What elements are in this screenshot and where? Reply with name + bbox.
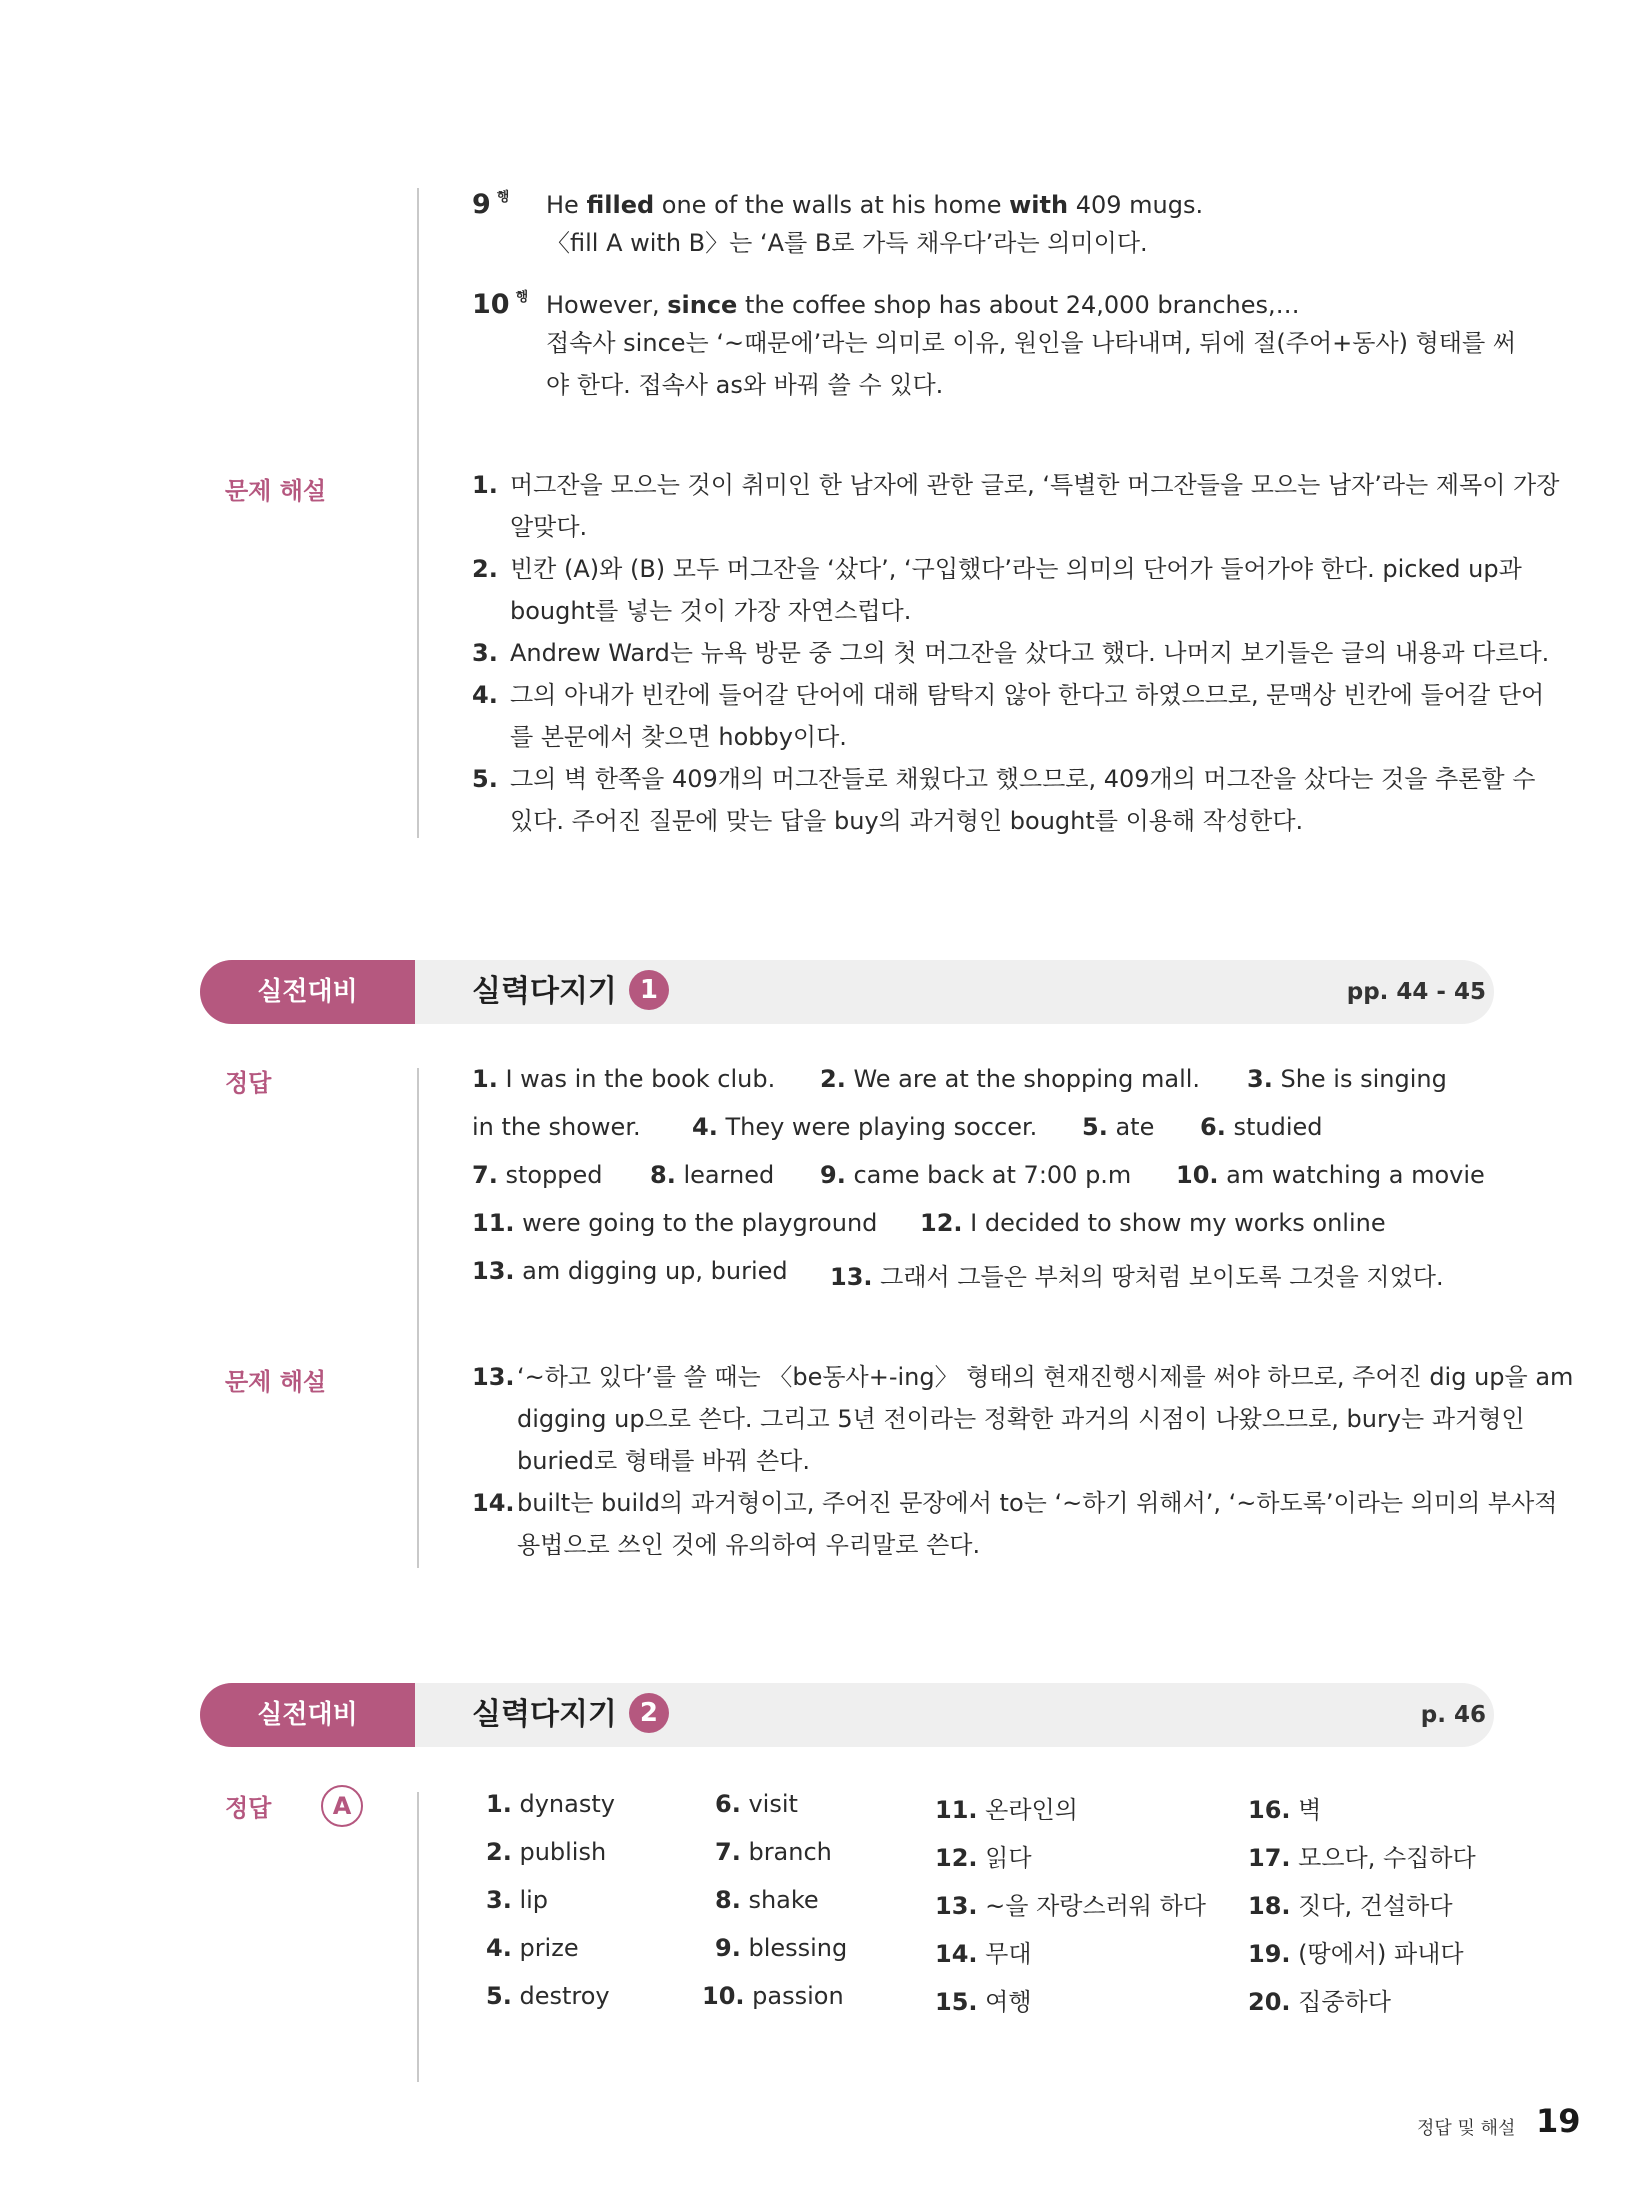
list-item: 1. bbox=[472, 471, 498, 499]
vocab-item: 14. 무대 bbox=[935, 1940, 1032, 1968]
vocab-item: 19. (땅에서) 파내다 bbox=[1248, 1940, 1464, 1968]
page-range: pp. 44 - 45 bbox=[1346, 979, 1486, 1005]
vocab-item: 9. blessing bbox=[715, 1934, 848, 1962]
explanation-label: 문제 해설 bbox=[225, 1368, 327, 1396]
list-item-text: digging up으로 쓴다. 그리고 5년 전이라는 정확한 과거의 시점이 나왔으므로, bury는 과거형인 bbox=[517, 1405, 1525, 1433]
vocab-item: 11. 온라인의 bbox=[935, 1796, 1078, 1824]
answer-label: 정답 bbox=[225, 1794, 272, 1822]
list-item-text: built는 build의 과거형이고, 주어진 문장에서 to는 ‘~하기 위해서’, ‘~하도록’이라는 의미의 부사적 bbox=[517, 1489, 1558, 1517]
vocab-item: 10. passion bbox=[702, 1982, 844, 2010]
list-item-text: 있다. 주어진 질문에 맞는 답을 buy의 과거형인 bought를 이용해 작성한다. bbox=[510, 807, 1304, 835]
divider-middle bbox=[417, 1068, 419, 1568]
vocab-item: 12. 읽다 bbox=[935, 1844, 1032, 1872]
banner-tag: 실전대비 bbox=[200, 960, 415, 1024]
answer-item: 9. came back at 7:00 p.m bbox=[820, 1161, 1132, 1189]
vocab-item: 17. 모으다, 수집하다 bbox=[1248, 1844, 1476, 1872]
answer-label: 정답 bbox=[225, 1069, 272, 1097]
number-badge: 1 bbox=[629, 970, 669, 1010]
vocab-item: 4. prize bbox=[486, 1934, 579, 1962]
answer-item: 5. ate bbox=[1082, 1113, 1155, 1141]
answer-item: 13. 그래서 그들은 부처의 땅처럼 보이도록 그것을 지었다. bbox=[830, 1263, 1444, 1291]
vocab-item: 1. dynasty bbox=[486, 1790, 615, 1818]
answer-item: in the shower. bbox=[472, 1113, 641, 1141]
vocab-item: 3. lip bbox=[486, 1886, 549, 1914]
list-item-text: 머그잔을 모으는 것이 취미인 한 남자에 관한 글로, ‘특별한 머그잔들을 모으는 남자’라는 제목이 가장 bbox=[510, 471, 1560, 499]
footer-label: 정답 및 해설 bbox=[1417, 2118, 1516, 2139]
vocab-item: 5. destroy bbox=[486, 1982, 610, 2010]
list-item: 14. bbox=[472, 1489, 515, 1517]
vocab-item: 15. 여행 bbox=[935, 1988, 1032, 2016]
list-item-text: buried로 형태를 바꿔 쓴다. bbox=[517, 1447, 810, 1475]
answer-item: 12. I decided to show my works online bbox=[920, 1209, 1386, 1237]
part-a-marker: A bbox=[321, 1785, 363, 1827]
banner-tag: 실전대비 bbox=[200, 1683, 415, 1747]
answer-item: 2. We are at the shopping mall. bbox=[820, 1065, 1201, 1093]
answer-item: 10. am watching a movie bbox=[1176, 1161, 1485, 1189]
answer-item: 13. am digging up, buried bbox=[472, 1257, 788, 1285]
list-item-text: 그의 아내가 빈칸에 들어갈 단어에 대해 탐탁지 않아 한다고 하였으므로, 문맥상 빈칸에 들어갈 단어 bbox=[510, 681, 1545, 709]
divider-top bbox=[417, 188, 419, 838]
answer-item: 1. I was in the book club. bbox=[472, 1065, 776, 1093]
vocab-item: 2. publish bbox=[486, 1838, 607, 1866]
list-item: 13. bbox=[472, 1363, 515, 1391]
list-item: 4. bbox=[472, 681, 498, 709]
note-line: 〈fill A with B〉는 ‘A를 B로 가득 채우다’라는 의미이다. bbox=[546, 229, 1148, 257]
vocab-item: 13. ~을 자랑스러워 하다 bbox=[935, 1892, 1206, 1920]
list-item: 5. bbox=[472, 765, 498, 793]
divider-bottom bbox=[417, 1792, 419, 2082]
list-item-text: 알맞다. bbox=[510, 513, 588, 541]
list-item-text: Andrew Ward는 뉴욕 방문 중 그의 첫 머그잔을 샀다고 했다. 나머지 보기들은 글의 내용과 다르다. bbox=[510, 639, 1550, 667]
banner-title: 실력다지기 2 bbox=[472, 1683, 669, 1747]
vocab-item: 8. shake bbox=[715, 1886, 819, 1914]
list-item-text: bought를 넣는 것이 가장 자연스럽다. bbox=[510, 597, 912, 625]
list-item: 3. bbox=[472, 639, 498, 667]
example-sentence: He filled one of the walls at his home with 409 mugs. bbox=[546, 191, 1204, 219]
list-item-text: 그의 벽 한쪽을 409개의 머그잔들로 채웠다고 했으므로, 409개의 머그잔을 샀다는 것을 추론할 수 bbox=[510, 765, 1536, 793]
note-line: 접속사 since는 ‘~때문에’라는 의미로 이유, 원인을 나타내며, 뒤에 절(주어+동사) 형태를 써 bbox=[546, 329, 1516, 357]
vocab-item: 16. 벽 bbox=[1248, 1796, 1322, 1824]
list-item: 2. bbox=[472, 555, 498, 583]
answer-item: 11. were going to the playground bbox=[472, 1209, 878, 1237]
line-ref: 9 $^행$ bbox=[472, 189, 510, 220]
line-ref: 10 $^행$ bbox=[472, 289, 529, 320]
vocab-item: 6. visit bbox=[715, 1790, 798, 1818]
banner-title: 실력다지기 1 bbox=[472, 960, 669, 1024]
vocab-item: 18. 짓다, 건설하다 bbox=[1248, 1892, 1453, 1920]
vocab-item: 7. branch bbox=[715, 1838, 832, 1866]
explanation-label: 문제 해설 bbox=[225, 477, 327, 505]
answer-item: 7. stopped bbox=[472, 1161, 603, 1189]
page-number: 19 bbox=[1536, 2102, 1581, 2140]
page-range: p. 46 bbox=[1420, 1702, 1486, 1728]
answer-item: 3. She is singing bbox=[1247, 1065, 1447, 1093]
answer-item: 6. studied bbox=[1200, 1113, 1323, 1141]
list-item-text: ‘~하고 있다’를 쓸 때는 〈be동사+-ing〉 형태의 현재진행시제를 써야 하므로, 주어진 dig up을 am bbox=[517, 1363, 1574, 1391]
vocab-item: 20. 집중하다 bbox=[1248, 1988, 1391, 2016]
answer-item: 4. They were playing soccer. bbox=[692, 1113, 1038, 1141]
list-item-text: 를 본문에서 찾으면 hobby이다. bbox=[510, 723, 847, 751]
list-item-text: 용법으로 쓰인 것에 유의하여 우리말로 쓴다. bbox=[517, 1531, 981, 1559]
note-line: 야 한다. 접속사 as와 바꿔 쓸 수 있다. bbox=[546, 371, 944, 399]
answer-item: 8. learned bbox=[650, 1161, 775, 1189]
example-sentence: However, since the coffee shop has about 24,000 branches,… bbox=[546, 291, 1300, 319]
list-item-text: 빈칸 (A)와 (B) 모두 머그잔을 ‘샀다’, ‘구입했다’라는 의미의 단어가 들어가야 한다. picked up과 bbox=[510, 555, 1522, 583]
number-badge: 2 bbox=[629, 1693, 669, 1733]
